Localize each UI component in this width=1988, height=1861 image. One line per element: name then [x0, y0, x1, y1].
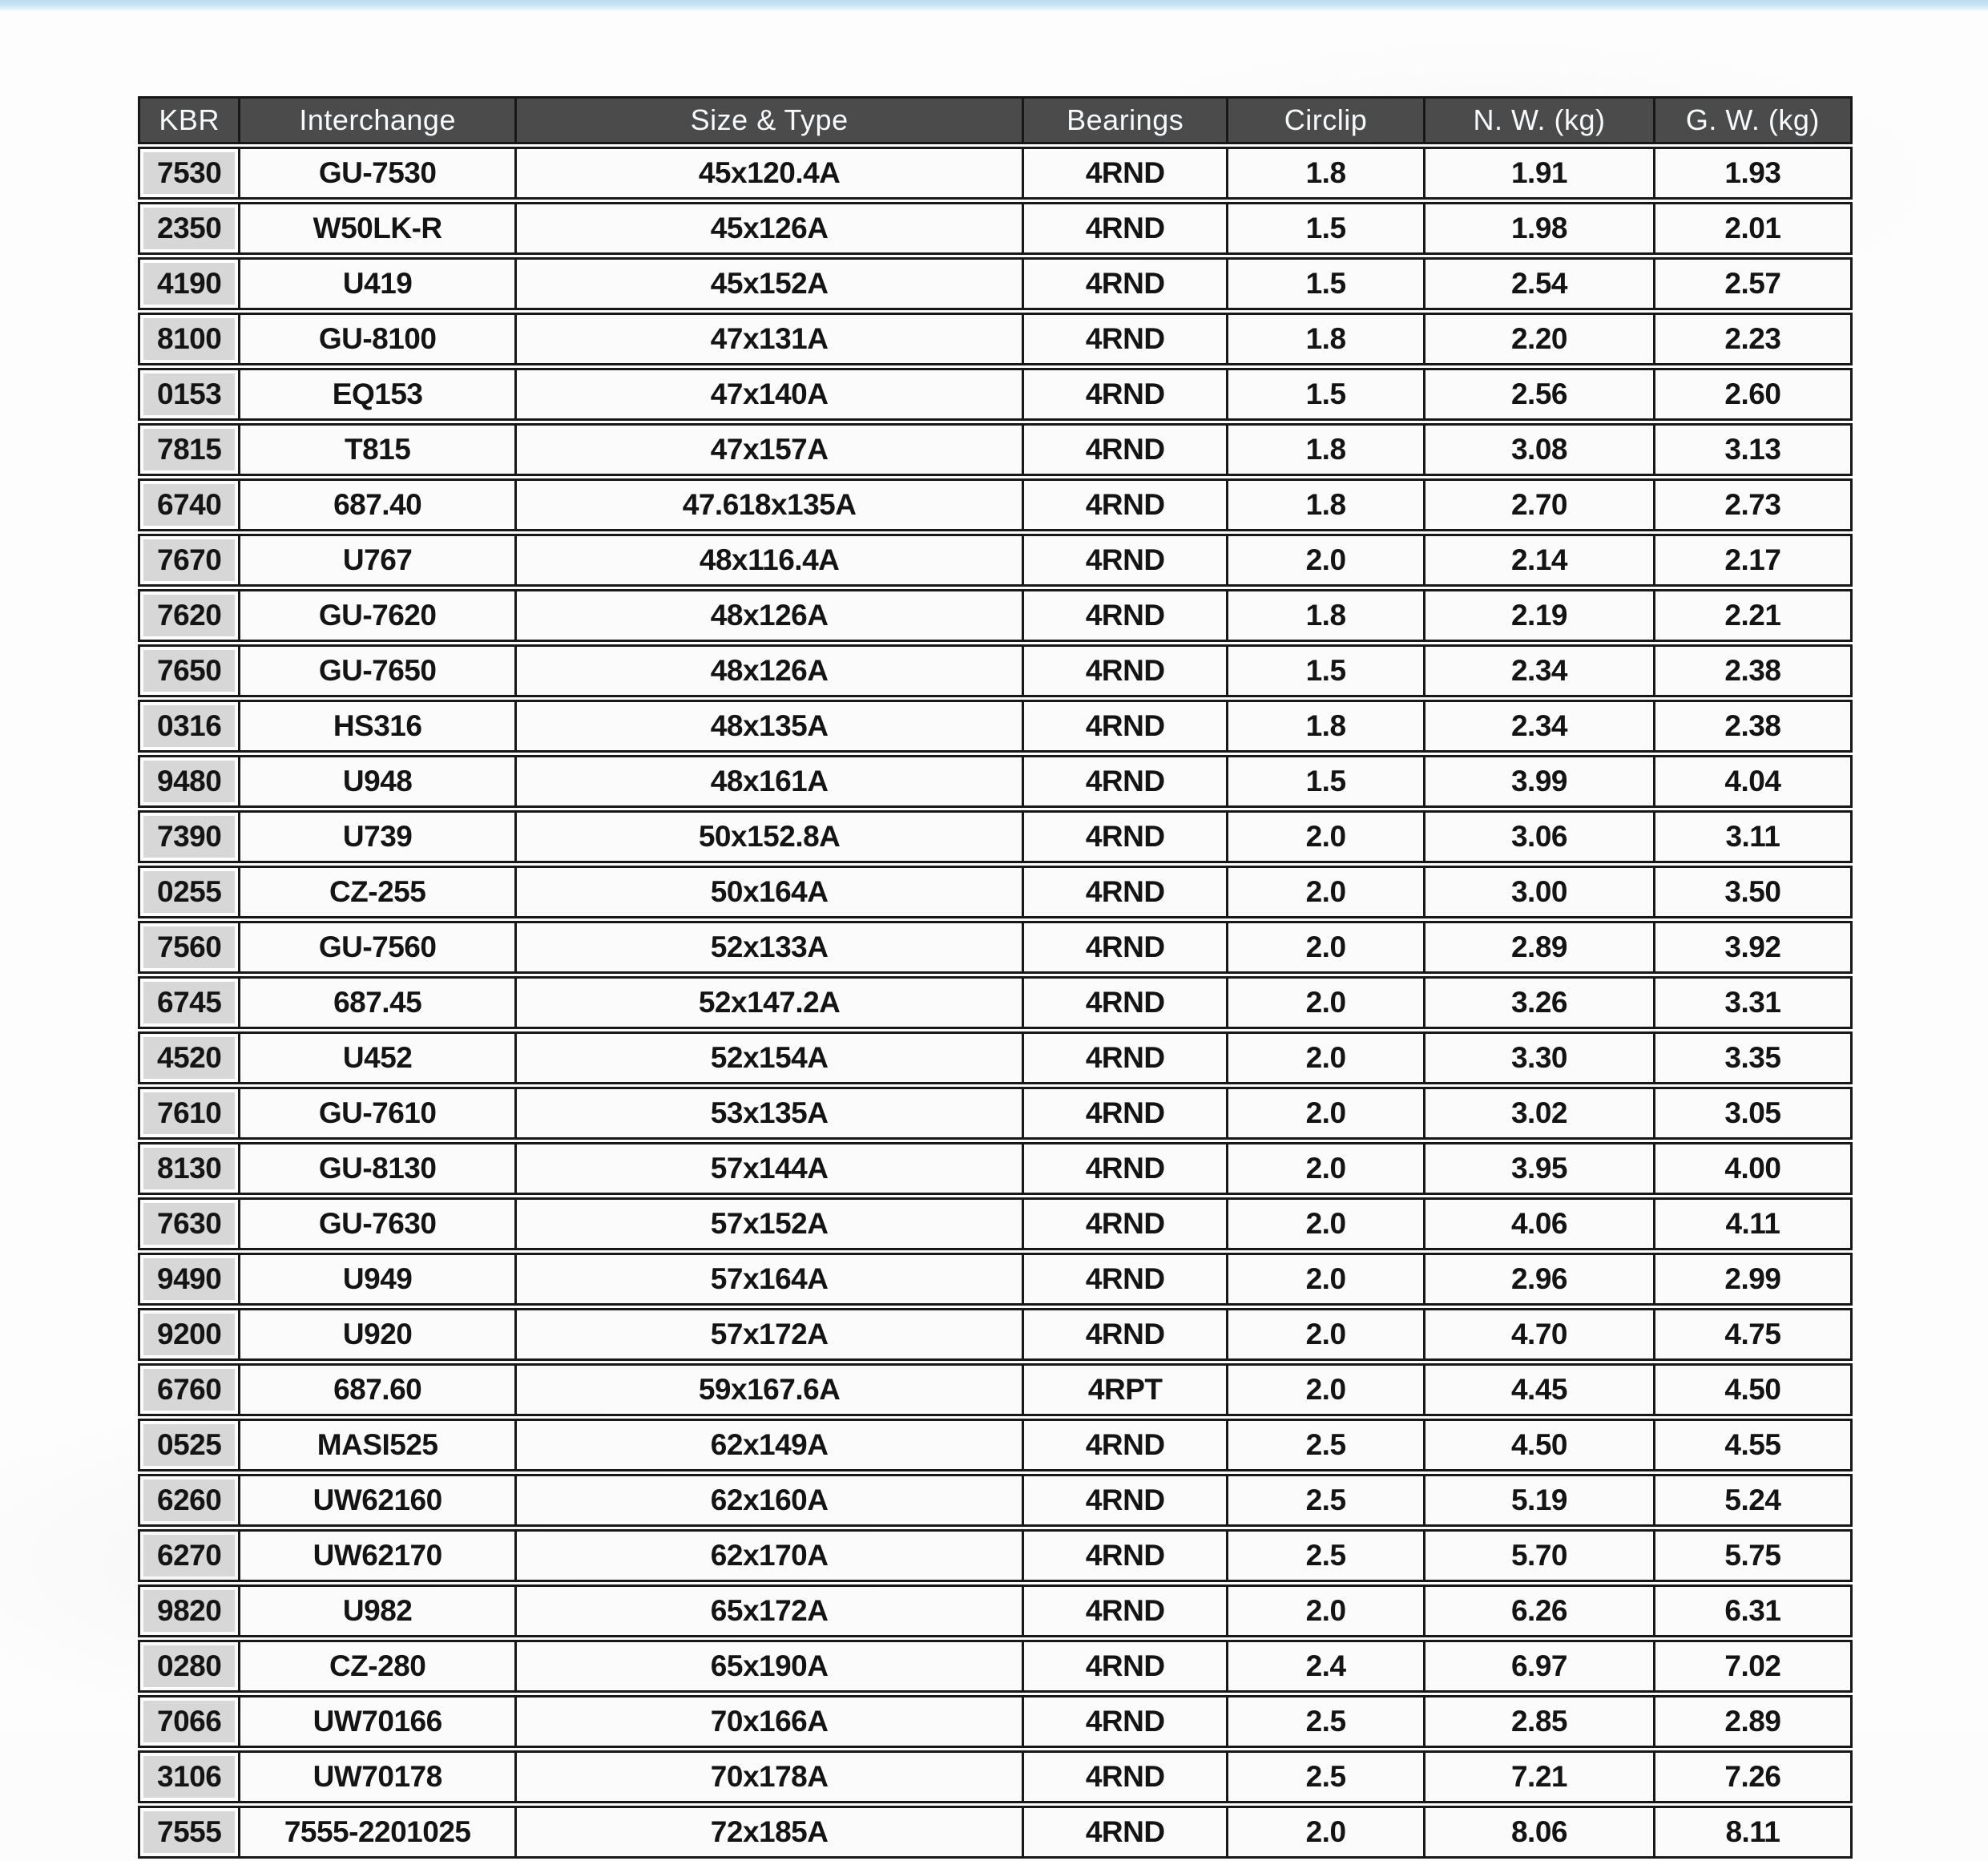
circlip-cell: 2.5	[1228, 1529, 1425, 1582]
table-row	[138, 921, 1853, 974]
circlip-cell: 1.5	[1228, 368, 1425, 421]
circlip-cell: 2.0	[1228, 1142, 1425, 1195]
table-row	[138, 423, 1853, 476]
size-type-cell: 57x152A	[517, 1197, 1024, 1250]
circlip-cell: 2.0	[1228, 1031, 1425, 1084]
table-header	[138, 96, 1853, 144]
net-weight-cell: 2.89	[1425, 921, 1655, 974]
table-row	[138, 313, 1853, 365]
size-type-cell: 53x135A	[517, 1087, 1024, 1140]
size-type-cell: 48x135A	[517, 700, 1024, 753]
interchange-cell: UW62170	[240, 1529, 517, 1582]
interchange-cell: GU-7610	[240, 1087, 517, 1140]
circlip-cell: 2.0	[1228, 1253, 1425, 1306]
table-row	[138, 589, 1853, 642]
interchange-cell: U948	[240, 755, 517, 808]
table-row	[138, 478, 1853, 531]
net-weight-cell: 3.30	[1425, 1031, 1655, 1084]
gross-weight-cell: 2.60	[1655, 368, 1853, 421]
table-row	[138, 1308, 1853, 1361]
size-type-cell: 65x172A	[517, 1584, 1024, 1637]
circlip-cell: 2.0	[1228, 921, 1425, 974]
bearings-cell: 4RND	[1024, 423, 1228, 476]
kbr-cell: 6745	[138, 976, 240, 1029]
gross-weight-cell: 3.11	[1655, 810, 1853, 863]
circlip-cell: 2.0	[1228, 810, 1425, 863]
bearings-cell: 4RND	[1024, 1419, 1228, 1471]
net-weight-cell: 3.99	[1425, 755, 1655, 808]
table-row	[138, 810, 1853, 863]
table-row	[138, 1695, 1853, 1748]
bearings-cell: 4RND	[1024, 1197, 1228, 1250]
net-weight-cell: 4.70	[1425, 1308, 1655, 1361]
table-row	[138, 368, 1853, 421]
kbr-cell: 7815	[138, 423, 240, 476]
circlip-cell: 1.8	[1228, 700, 1425, 753]
size-type-cell: 48x116.4A	[517, 534, 1024, 587]
kbr-cell: 6740	[138, 478, 240, 531]
net-weight-cell: 2.14	[1425, 534, 1655, 587]
size-type-cell: 47.618x135A	[517, 478, 1024, 531]
table-body	[138, 147, 1853, 1859]
gross-weight-cell: 1.93	[1655, 147, 1853, 200]
parts-spec-table	[138, 94, 1853, 1861]
size-type-cell: 72x185A	[517, 1806, 1024, 1859]
net-weight-cell: 4.50	[1425, 1419, 1655, 1471]
size-type-cell: 50x152.8A	[517, 810, 1024, 863]
gross-weight-cell: 2.57	[1655, 257, 1853, 310]
net-weight-cell: 3.95	[1425, 1142, 1655, 1195]
bearings-cell: 4RND	[1024, 534, 1228, 587]
interchange-cell: MASI525	[240, 1419, 517, 1471]
interchange-cell: GU-7650	[240, 644, 517, 697]
net-weight-cell: 2.34	[1425, 644, 1655, 697]
interchange-cell: 687.60	[240, 1363, 517, 1416]
gross-weight-cell: 3.50	[1655, 866, 1853, 918]
kbr-cell: 9490	[138, 1253, 240, 1306]
bearings-cell: 4RND	[1024, 810, 1228, 863]
table-row	[138, 1087, 1853, 1140]
table-row	[138, 1474, 1853, 1527]
size-type-cell: 45x120.4A	[517, 147, 1024, 200]
kbr-cell: 0525	[138, 1419, 240, 1471]
size-type-cell: 47x131A	[517, 313, 1024, 365]
column-header-kbr: KBR	[138, 96, 240, 144]
gross-weight-cell: 2.73	[1655, 478, 1853, 531]
gross-weight-cell: 3.31	[1655, 976, 1853, 1029]
table-row	[138, 1363, 1853, 1416]
circlip-cell: 2.0	[1228, 534, 1425, 587]
size-type-cell: 62x149A	[517, 1419, 1024, 1471]
circlip-cell: 1.5	[1228, 644, 1425, 697]
bearings-cell: 4RND	[1024, 368, 1228, 421]
interchange-cell: W50LK-R	[240, 202, 517, 255]
table-row	[138, 534, 1853, 587]
interchange-cell: CZ-255	[240, 866, 517, 918]
gross-weight-cell: 3.13	[1655, 423, 1853, 476]
circlip-cell: 2.5	[1228, 1474, 1425, 1527]
interchange-cell: 7555-2201025	[240, 1806, 517, 1859]
interchange-cell: U419	[240, 257, 517, 310]
gross-weight-cell: 4.50	[1655, 1363, 1853, 1416]
interchange-cell: U949	[240, 1253, 517, 1306]
circlip-cell: 2.4	[1228, 1640, 1425, 1693]
bearings-cell: 4RPT	[1024, 1363, 1228, 1416]
interchange-cell: U767	[240, 534, 517, 587]
kbr-cell: 2350	[138, 202, 240, 255]
gross-weight-cell: 2.23	[1655, 313, 1853, 365]
column-header-net-weight: N. W. (kg)	[1425, 96, 1655, 144]
circlip-cell: 2.0	[1228, 1197, 1425, 1250]
table-row	[138, 1529, 1853, 1582]
net-weight-cell: 2.56	[1425, 368, 1655, 421]
kbr-cell: 0316	[138, 700, 240, 753]
circlip-cell: 2.0	[1228, 1087, 1425, 1140]
kbr-cell: 6260	[138, 1474, 240, 1527]
table-row	[138, 976, 1853, 1029]
circlip-cell: 2.5	[1228, 1419, 1425, 1471]
gross-weight-cell: 2.21	[1655, 589, 1853, 642]
interchange-cell: GU-8130	[240, 1142, 517, 1195]
interchange-cell: GU-7560	[240, 921, 517, 974]
table-row	[138, 1419, 1853, 1471]
bearings-cell: 4RND	[1024, 1142, 1228, 1195]
size-type-cell: 57x144A	[517, 1142, 1024, 1195]
kbr-cell: 7066	[138, 1695, 240, 1748]
gross-weight-cell: 3.92	[1655, 921, 1853, 974]
size-type-cell: 70x178A	[517, 1750, 1024, 1803]
bearings-cell: 4RND	[1024, 976, 1228, 1029]
bearings-cell: 4RND	[1024, 1750, 1228, 1803]
gross-weight-cell: 4.11	[1655, 1197, 1853, 1250]
page-background	[0, 10, 1988, 1848]
gross-weight-cell: 7.26	[1655, 1750, 1853, 1803]
net-weight-cell: 3.00	[1425, 866, 1655, 918]
kbr-cell: 0280	[138, 1640, 240, 1693]
gross-weight-cell: 4.00	[1655, 1142, 1853, 1195]
circlip-cell: 1.5	[1228, 755, 1425, 808]
net-weight-cell: 2.34	[1425, 700, 1655, 753]
bearings-cell: 4RND	[1024, 1308, 1228, 1361]
circlip-cell: 2.5	[1228, 1695, 1425, 1748]
net-weight-cell: 2.96	[1425, 1253, 1655, 1306]
interchange-cell: 687.40	[240, 478, 517, 531]
circlip-cell: 2.0	[1228, 976, 1425, 1029]
kbr-cell: 8130	[138, 1142, 240, 1195]
net-weight-cell: 6.97	[1425, 1640, 1655, 1693]
gross-weight-cell: 8.11	[1655, 1806, 1853, 1859]
gross-weight-cell: 3.05	[1655, 1087, 1853, 1140]
gross-weight-cell: 5.75	[1655, 1529, 1853, 1582]
kbr-cell: 7620	[138, 589, 240, 642]
table-row	[138, 1197, 1853, 1250]
interchange-cell: UW70166	[240, 1695, 517, 1748]
bearings-cell: 4RND	[1024, 1031, 1228, 1084]
gross-weight-cell: 4.55	[1655, 1419, 1853, 1471]
kbr-cell: 9820	[138, 1584, 240, 1637]
interchange-cell: GU-7630	[240, 1197, 517, 1250]
kbr-cell: 7555	[138, 1806, 240, 1859]
size-type-cell: 45x126A	[517, 202, 1024, 255]
circlip-cell: 2.0	[1228, 1806, 1425, 1859]
net-weight-cell: 3.02	[1425, 1087, 1655, 1140]
bearings-cell: 4RND	[1024, 1253, 1228, 1306]
circlip-cell: 2.0	[1228, 866, 1425, 918]
table-row	[138, 257, 1853, 310]
size-type-cell: 57x172A	[517, 1308, 1024, 1361]
kbr-cell: 8100	[138, 313, 240, 365]
interchange-cell: T815	[240, 423, 517, 476]
gross-weight-cell: 2.01	[1655, 202, 1853, 255]
size-type-cell: 45x152A	[517, 257, 1024, 310]
net-weight-cell: 8.06	[1425, 1806, 1655, 1859]
gross-weight-cell: 3.35	[1655, 1031, 1853, 1084]
interchange-cell: EQ153	[240, 368, 517, 421]
gross-weight-cell: 6.31	[1655, 1584, 1853, 1637]
size-type-cell: 52x147.2A	[517, 976, 1024, 1029]
size-type-cell: 52x133A	[517, 921, 1024, 974]
size-type-cell: 48x126A	[517, 589, 1024, 642]
kbr-cell: 0153	[138, 368, 240, 421]
size-type-cell: 62x170A	[517, 1529, 1024, 1582]
interchange-cell: CZ-280	[240, 1640, 517, 1693]
size-type-cell: 59x167.6A	[517, 1363, 1024, 1416]
table-row	[138, 1584, 1853, 1637]
table-row	[138, 147, 1853, 200]
column-header-size-type: Size & Type	[517, 96, 1024, 144]
gross-weight-cell: 2.38	[1655, 700, 1853, 753]
kbr-cell: 4190	[138, 257, 240, 310]
interchange-cell: U452	[240, 1031, 517, 1084]
net-weight-cell: 7.21	[1425, 1750, 1655, 1803]
table-row	[138, 1253, 1853, 1306]
kbr-cell: 7530	[138, 147, 240, 200]
bearings-cell: 4RND	[1024, 1474, 1228, 1527]
bearings-cell: 4RND	[1024, 1640, 1228, 1693]
bearings-cell: 4RND	[1024, 1584, 1228, 1637]
circlip-cell: 1.8	[1228, 423, 1425, 476]
bearings-cell: 4RND	[1024, 755, 1228, 808]
circlip-cell: 2.0	[1228, 1363, 1425, 1416]
gross-weight-cell: 2.99	[1655, 1253, 1853, 1306]
circlip-cell: 2.5	[1228, 1750, 1425, 1803]
bearings-cell: 4RND	[1024, 866, 1228, 918]
net-weight-cell: 4.06	[1425, 1197, 1655, 1250]
gross-weight-cell: 4.75	[1655, 1308, 1853, 1361]
gross-weight-cell: 5.24	[1655, 1474, 1853, 1527]
gross-weight-cell: 2.89	[1655, 1695, 1853, 1748]
bearings-cell: 4RND	[1024, 589, 1228, 642]
net-weight-cell: 2.20	[1425, 313, 1655, 365]
interchange-cell: GU-8100	[240, 313, 517, 365]
net-weight-cell: 3.08	[1425, 423, 1655, 476]
column-header-circlip: Circlip	[1228, 96, 1425, 144]
interchange-cell: GU-7620	[240, 589, 517, 642]
kbr-cell: 7630	[138, 1197, 240, 1250]
circlip-cell: 1.8	[1228, 313, 1425, 365]
kbr-cell: 3106	[138, 1750, 240, 1803]
size-type-cell: 50x164A	[517, 866, 1024, 918]
net-weight-cell: 2.70	[1425, 478, 1655, 531]
table-row	[138, 755, 1853, 808]
column-header-bearings: Bearings	[1024, 96, 1228, 144]
net-weight-cell: 1.98	[1425, 202, 1655, 255]
circlip-cell: 1.8	[1228, 147, 1425, 200]
interchange-cell: 687.45	[240, 976, 517, 1029]
net-weight-cell: 5.70	[1425, 1529, 1655, 1582]
kbr-cell: 7390	[138, 810, 240, 863]
kbr-cell: 7610	[138, 1087, 240, 1140]
size-type-cell: 47x140A	[517, 368, 1024, 421]
net-weight-cell: 2.85	[1425, 1695, 1655, 1748]
kbr-cell: 7560	[138, 921, 240, 974]
size-type-cell: 52x154A	[517, 1031, 1024, 1084]
net-weight-cell: 1.91	[1425, 147, 1655, 200]
table-row	[138, 644, 1853, 697]
column-header-interchange: Interchange	[240, 96, 517, 144]
kbr-cell: 6270	[138, 1529, 240, 1582]
interchange-cell: UW62160	[240, 1474, 517, 1527]
net-weight-cell: 4.45	[1425, 1363, 1655, 1416]
table-row	[138, 202, 1853, 255]
bearings-cell: 4RND	[1024, 257, 1228, 310]
circlip-cell: 2.0	[1228, 1308, 1425, 1361]
size-type-cell: 70x166A	[517, 1695, 1024, 1748]
interchange-cell: GU-7530	[240, 147, 517, 200]
net-weight-cell: 5.19	[1425, 1474, 1655, 1527]
table-row	[138, 1031, 1853, 1084]
gross-weight-cell: 2.17	[1655, 534, 1853, 587]
interchange-cell: U920	[240, 1308, 517, 1361]
size-type-cell: 48x126A	[517, 644, 1024, 697]
table-row	[138, 1640, 1853, 1693]
bearings-cell: 4RND	[1024, 478, 1228, 531]
gross-weight-cell: 4.04	[1655, 755, 1853, 808]
kbr-cell: 0255	[138, 866, 240, 918]
parts-table-container	[138, 94, 1853, 1861]
size-type-cell: 62x160A	[517, 1474, 1024, 1527]
interchange-cell: U739	[240, 810, 517, 863]
kbr-cell: 4520	[138, 1031, 240, 1084]
gross-weight-cell: 2.38	[1655, 644, 1853, 697]
interchange-cell: U982	[240, 1584, 517, 1637]
bearings-cell: 4RND	[1024, 1087, 1228, 1140]
circlip-cell: 1.5	[1228, 257, 1425, 310]
table-row	[138, 866, 1853, 918]
gross-weight-cell: 7.02	[1655, 1640, 1853, 1693]
bearings-cell: 4RND	[1024, 921, 1228, 974]
table-row	[138, 1806, 1853, 1859]
kbr-cell: 7670	[138, 534, 240, 587]
bearings-cell: 4RND	[1024, 1806, 1228, 1859]
circlip-cell: 1.8	[1228, 478, 1425, 531]
net-weight-cell: 2.19	[1425, 589, 1655, 642]
page-top-blue-strip	[0, 0, 1988, 10]
size-type-cell: 48x161A	[517, 755, 1024, 808]
kbr-cell: 7650	[138, 644, 240, 697]
bearings-cell: 4RND	[1024, 313, 1228, 365]
net-weight-cell: 3.06	[1425, 810, 1655, 863]
bearings-cell: 4RND	[1024, 202, 1228, 255]
table-row	[138, 1142, 1853, 1195]
bearings-cell: 4RND	[1024, 700, 1228, 753]
interchange-cell: HS316	[240, 700, 517, 753]
net-weight-cell: 2.54	[1425, 257, 1655, 310]
size-type-cell: 47x157A	[517, 423, 1024, 476]
header-row	[138, 96, 1853, 144]
circlip-cell: 2.0	[1228, 1584, 1425, 1637]
bearings-cell: 4RND	[1024, 1529, 1228, 1582]
bearings-cell: 4RND	[1024, 1695, 1228, 1748]
kbr-cell: 9480	[138, 755, 240, 808]
table-row	[138, 1750, 1853, 1803]
size-type-cell: 65x190A	[517, 1640, 1024, 1693]
circlip-cell: 1.8	[1228, 589, 1425, 642]
kbr-cell: 6760	[138, 1363, 240, 1416]
table-row	[138, 700, 1853, 753]
bearings-cell: 4RND	[1024, 147, 1228, 200]
net-weight-cell: 3.26	[1425, 976, 1655, 1029]
circlip-cell: 1.5	[1228, 202, 1425, 255]
net-weight-cell: 6.26	[1425, 1584, 1655, 1637]
kbr-cell: 9200	[138, 1308, 240, 1361]
size-type-cell: 57x164A	[517, 1253, 1024, 1306]
column-header-gross-weight: G. W. (kg)	[1655, 96, 1853, 144]
interchange-cell: UW70178	[240, 1750, 517, 1803]
bearings-cell: 4RND	[1024, 644, 1228, 697]
